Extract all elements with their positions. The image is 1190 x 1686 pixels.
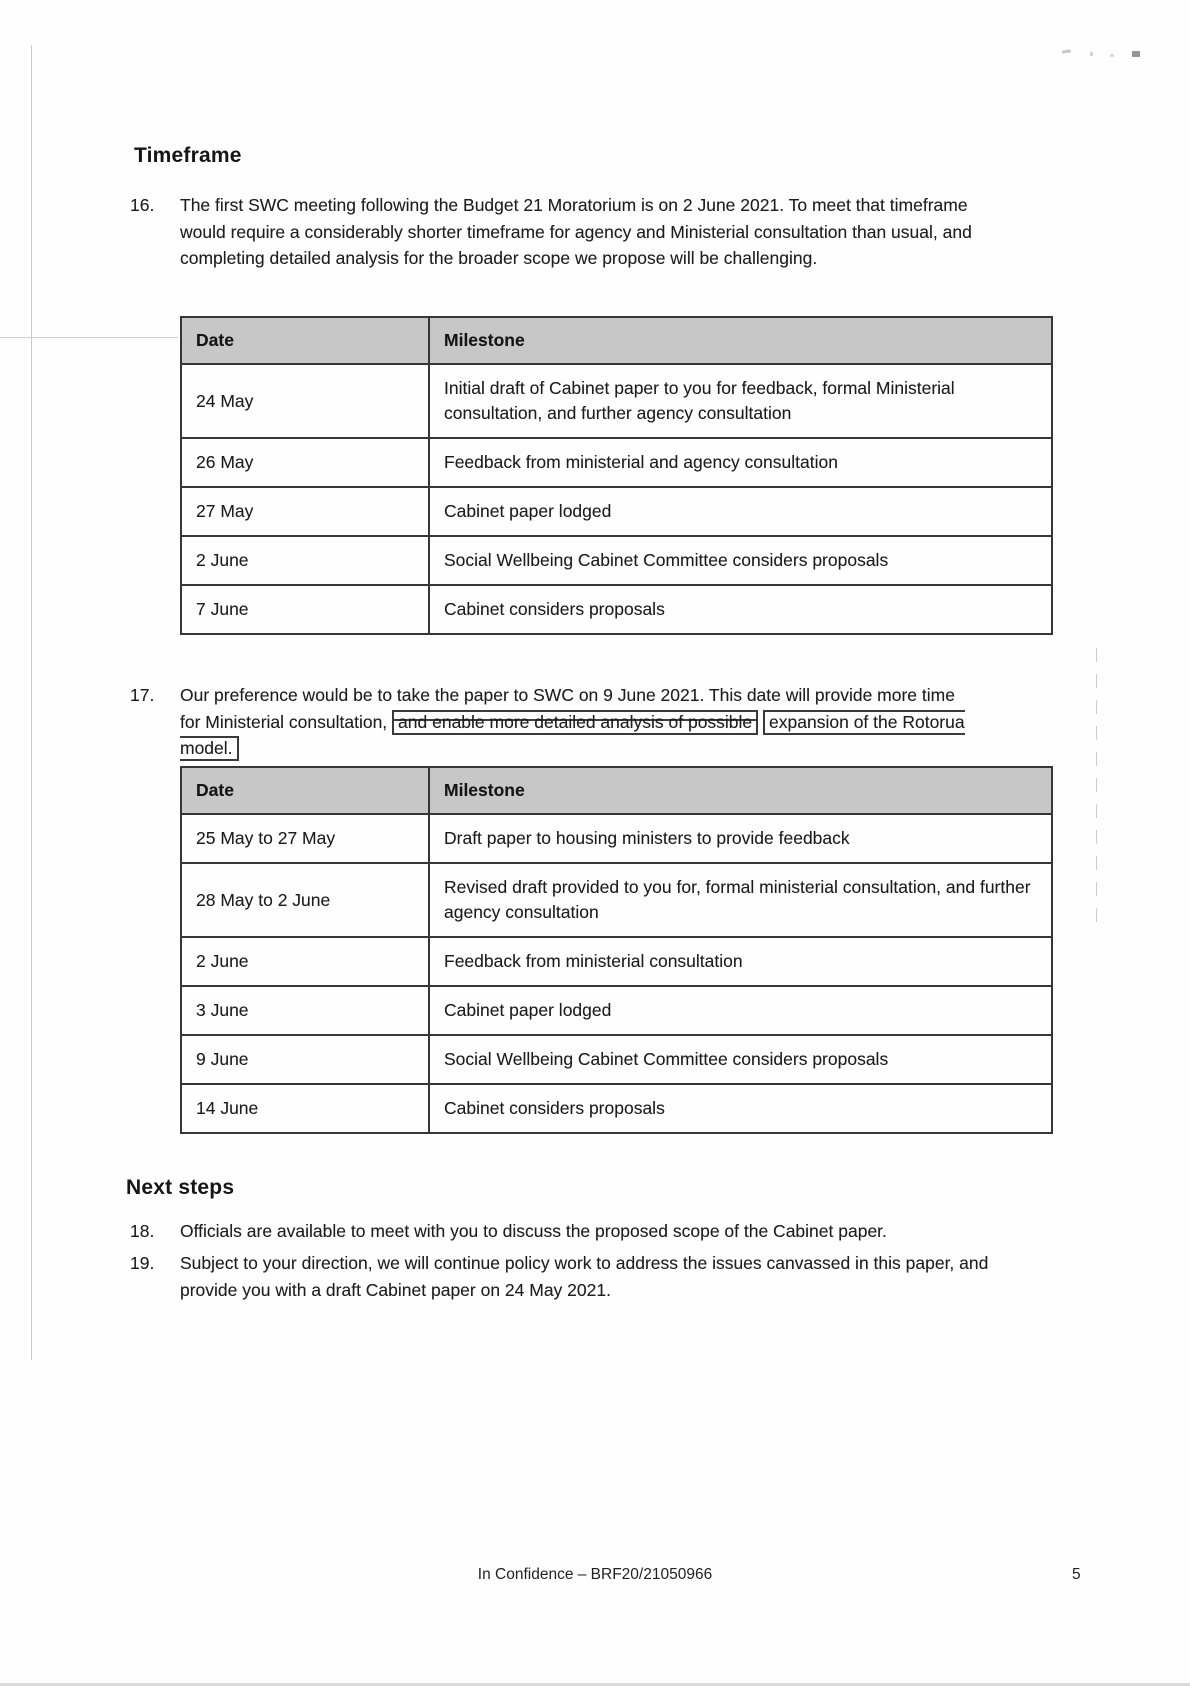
table-cell: Cabinet considers proposals bbox=[429, 1084, 1052, 1133]
boxed-annotation-text: and enable more detailed analysis of possible bbox=[392, 710, 758, 735]
table-row bbox=[181, 585, 1052, 634]
section-heading-timeframe: Timeframe bbox=[134, 144, 242, 167]
paragraph-number: 16. bbox=[130, 195, 155, 215]
timeline-table-option-2 bbox=[180, 766, 1053, 1134]
scan-artifact-right-dashes bbox=[1096, 648, 1097, 928]
paragraph-number: 18. bbox=[130, 1221, 155, 1241]
scan-marks bbox=[1132, 51, 1140, 57]
table-row bbox=[181, 937, 1052, 986]
table-cell: 27 May bbox=[181, 487, 429, 536]
column-header: Milestone bbox=[429, 767, 1052, 814]
table-cell: Social Wellbeing Cabinet Committee considers proposals bbox=[429, 1035, 1052, 1084]
table-cell: Feedback from ministerial and agency consultation bbox=[429, 438, 1052, 487]
table-header-row bbox=[181, 317, 1052, 364]
scan-marks bbox=[1090, 52, 1093, 56]
table-row bbox=[181, 986, 1052, 1035]
table-cell: 25 May to 27 May bbox=[181, 814, 429, 863]
table-cell: 14 June bbox=[181, 1084, 429, 1133]
table-header-row bbox=[181, 767, 1052, 814]
paragraph-text: Officials are available to meet with you to discuss the proposed scope of the Cabinet paper. bbox=[180, 1221, 887, 1241]
table-row bbox=[181, 536, 1052, 585]
table-cell: Social Wellbeing Cabinet Committee considers proposals bbox=[429, 536, 1052, 585]
paragraph-19 bbox=[130, 1250, 1010, 1303]
table-cell: Draft paper to housing ministers to provide feedback bbox=[429, 814, 1052, 863]
table-cell: 24 May bbox=[181, 364, 429, 438]
table-cell: 3 June bbox=[181, 986, 429, 1035]
table-cell: 2 June bbox=[181, 536, 429, 585]
table-row bbox=[181, 1084, 1052, 1133]
boxed-annotation-text: expansion of the Rotorua model. bbox=[180, 710, 965, 762]
paragraph-16 bbox=[130, 192, 992, 272]
paragraph-text-plain: Our preference would be to take the paper to SWC on 9 June 2021. This date will provide more time for Ministerial consultation, bbox=[180, 685, 955, 732]
table-cell: Cabinet paper lodged bbox=[429, 986, 1052, 1035]
table-cell: 26 May bbox=[181, 438, 429, 487]
column-header: Milestone bbox=[429, 317, 1052, 364]
table-cell: 7 June bbox=[181, 585, 429, 634]
table-row bbox=[181, 487, 1052, 536]
column-header: Date bbox=[181, 767, 429, 814]
column-header: Date bbox=[181, 317, 429, 364]
paragraph-text: The first SWC meeting following the Budget 21 Moratorium is on 2 June 2021. To meet that timeframe would require a considerably shorter timeframe for agency and Ministerial consultation than usual, and completing detailed analysis for the broader scope we propose will be challenging. bbox=[180, 195, 972, 268]
table-row bbox=[181, 438, 1052, 487]
table-cell: 2 June bbox=[181, 937, 429, 986]
table-cell: Feedback from ministerial consultation bbox=[429, 937, 1052, 986]
table-cell: Initial draft of Cabinet paper to you for feedback, formal Ministerial consultation, and further agency consultation bbox=[429, 364, 1052, 438]
paragraph-17 bbox=[130, 682, 980, 762]
table-cell: Cabinet paper lodged bbox=[429, 487, 1052, 536]
table-row bbox=[181, 1035, 1052, 1084]
table-row bbox=[181, 364, 1052, 438]
table-row bbox=[181, 814, 1052, 863]
scan-artifact-horizontal-line bbox=[0, 337, 178, 338]
scan-marks bbox=[1062, 49, 1071, 53]
scan-artifact-left-line bbox=[31, 45, 32, 1360]
table-cell: Revised draft provided to you for, formal ministerial consultation, and further agency consultation bbox=[429, 863, 1052, 937]
table-cell: 28 May to 2 June bbox=[181, 863, 429, 937]
paragraph-text: Subject to your direction, we will continue policy work to address the issues canvassed in this paper, and provide you with a draft Cabinet paper on 24 May 2021. bbox=[180, 1253, 989, 1300]
table-cell: 9 June bbox=[181, 1035, 429, 1084]
table-cell: Cabinet considers proposals bbox=[429, 585, 1052, 634]
table-row bbox=[181, 863, 1052, 937]
scan-marks bbox=[1110, 54, 1114, 57]
footer-classification: In Confidence – BRF20/21050966 bbox=[477, 1566, 713, 1583]
paragraph-number: 17. bbox=[130, 685, 155, 705]
paragraph-18 bbox=[130, 1218, 1030, 1245]
section-heading-next-steps: Next steps bbox=[126, 1176, 235, 1199]
paragraph-text bbox=[180, 682, 980, 762]
paragraph-number: 19. bbox=[130, 1253, 155, 1273]
timeline-table-option-1 bbox=[180, 316, 1053, 635]
footer-page-number: 5 bbox=[1072, 1566, 1081, 1583]
page-footer bbox=[0, 1566, 1190, 1584]
